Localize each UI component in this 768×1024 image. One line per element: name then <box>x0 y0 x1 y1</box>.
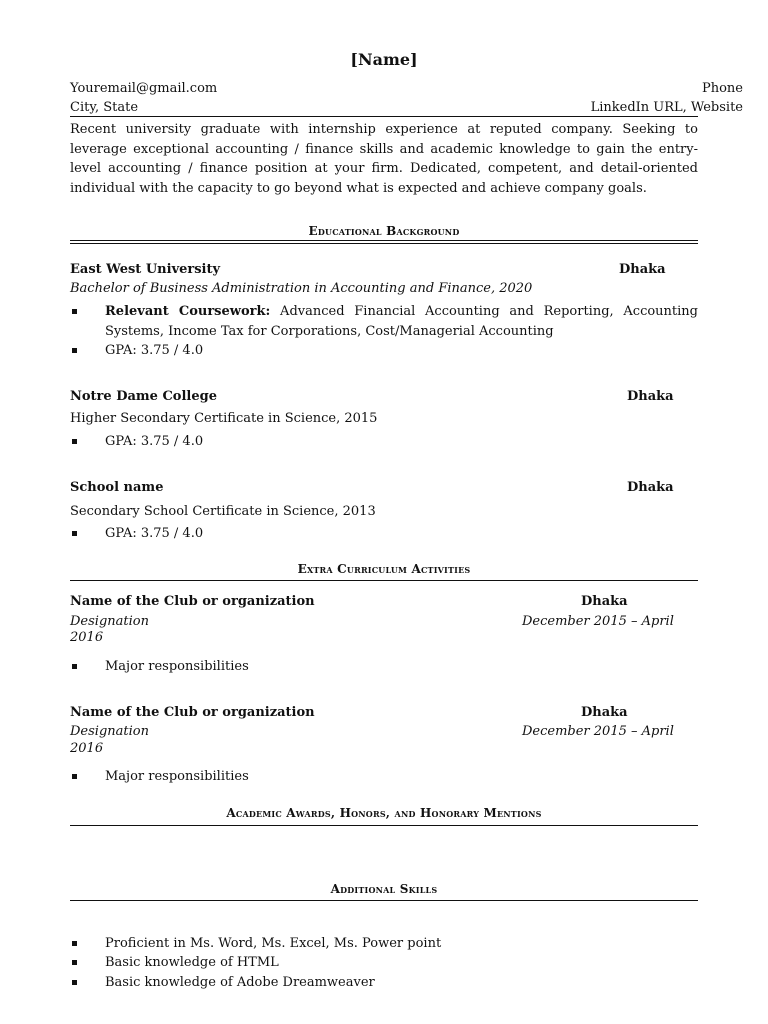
bullet-square-icon <box>72 309 77 314</box>
gpa-text-1: GPA: 3.75 / 4.0 <box>105 343 204 358</box>
gpa-bullet-3 <box>70 524 698 544</box>
bullet-square-icon <box>72 439 77 444</box>
activity-responsibilities-2: Major responsibilities <box>105 769 249 784</box>
awards-heading: Academic Awards, Honors, and Honorary Mentions <box>226 806 542 820</box>
coursework-label: Relevant Coursework: <box>105 304 271 319</box>
email-text: Youremail@gmail.com <box>70 81 218 96</box>
activity-dates-2: December 2015 – April <box>522 724 674 739</box>
activity-dates-1: December 2015 – April <box>522 614 674 629</box>
coursework-text: Advanced Financial Accounting and Reporting, Accounting Systems, Income Tax for Corporations, Cost/Managerial Accounting <box>105 304 699 339</box>
education-school-1: East West University <box>70 262 221 277</box>
education-degree-2: Higher Secondary Certificate in Science, 2015 <box>70 411 378 426</box>
bullet-square-icon <box>72 348 77 353</box>
skill-item-text: Basic knowledge of Adobe Dreamweaver <box>105 975 375 990</box>
education-heading: Educational Background <box>308 224 460 238</box>
bullet-square-icon <box>72 774 77 779</box>
skill-item <box>70 953 698 973</box>
activity-responsibilities-1: Major responsibilities <box>105 659 249 674</box>
activities-divider <box>70 580 698 581</box>
gpa-bullet-1 <box>70 341 698 361</box>
education-school-2: Notre Dame College <box>70 389 217 404</box>
coursework-bullet <box>70 302 698 342</box>
education-city-2: Dhaka <box>627 389 674 404</box>
gpa-text-3: GPA: 3.75 / 4.0 <box>105 526 204 541</box>
activity-city-2: Dhaka <box>581 705 628 720</box>
skill-item-text: Basic knowledge of HTML <box>105 955 279 970</box>
candidate-name: [Name] <box>350 50 418 69</box>
links-text: LinkedIn URL, Website <box>590 100 743 115</box>
header-divider <box>70 116 698 117</box>
education-divider-top <box>70 240 698 241</box>
education-degree-1: Bachelor of Business Administration in Accounting and Finance, 2020 <box>70 281 533 296</box>
activity-org-1: Name of the Club or organization <box>70 594 315 609</box>
activities-heading: Extra Curriculum Activities <box>297 562 471 576</box>
education-divider-bottom <box>70 243 698 244</box>
activity-designation-2: Designation <box>70 724 149 739</box>
activity-org-2: Name of the Club or organization <box>70 705 315 720</box>
bullet-square-icon <box>72 531 77 536</box>
skill-item <box>70 934 698 954</box>
education-degree-3: Secondary School Certificate in Science, 2013 <box>70 504 376 519</box>
awards-divider <box>70 825 698 826</box>
activity-city-1: Dhaka <box>581 594 628 609</box>
gpa-text-2: GPA: 3.75 / 4.0 <box>105 434 204 449</box>
bullet-square-icon <box>72 980 77 985</box>
phone-text: Phone <box>701 81 743 96</box>
activity-bullet-2 <box>70 767 698 787</box>
gpa-bullet-2 <box>70 432 698 452</box>
activity-dates-cont-1: 2016 <box>70 630 104 645</box>
bullet-square-icon <box>72 664 77 669</box>
location-text: City, State <box>70 100 139 115</box>
bullet-square-icon <box>72 960 77 965</box>
activity-designation-1: Designation <box>70 614 149 629</box>
activity-bullet-1 <box>70 657 698 677</box>
skill-item <box>70 973 698 993</box>
bullet-square-icon <box>72 941 77 946</box>
skills-divider <box>70 900 698 901</box>
education-city-3: Dhaka <box>627 480 674 495</box>
education-school-3: School name <box>70 480 164 495</box>
skill-item-text: Proficient in Ms. Word, Ms. Excel, Ms. Power point <box>105 936 442 951</box>
summary-paragraph: Recent university graduate with internship experience at reputed company. Seeking to leverage exceptional accounting / finance skills and academic knowledge to gain the entry-level accounting / finance position at your firm. Dedicated, competent, and detail-oriented individual with the capacity to go beyond what is expected and achieve company goals. <box>70 122 698 196</box>
skills-heading: Additional Skills <box>330 882 438 896</box>
activity-dates-cont-2: 2016 <box>70 741 104 756</box>
education-city-1: Dhaka <box>619 262 666 277</box>
